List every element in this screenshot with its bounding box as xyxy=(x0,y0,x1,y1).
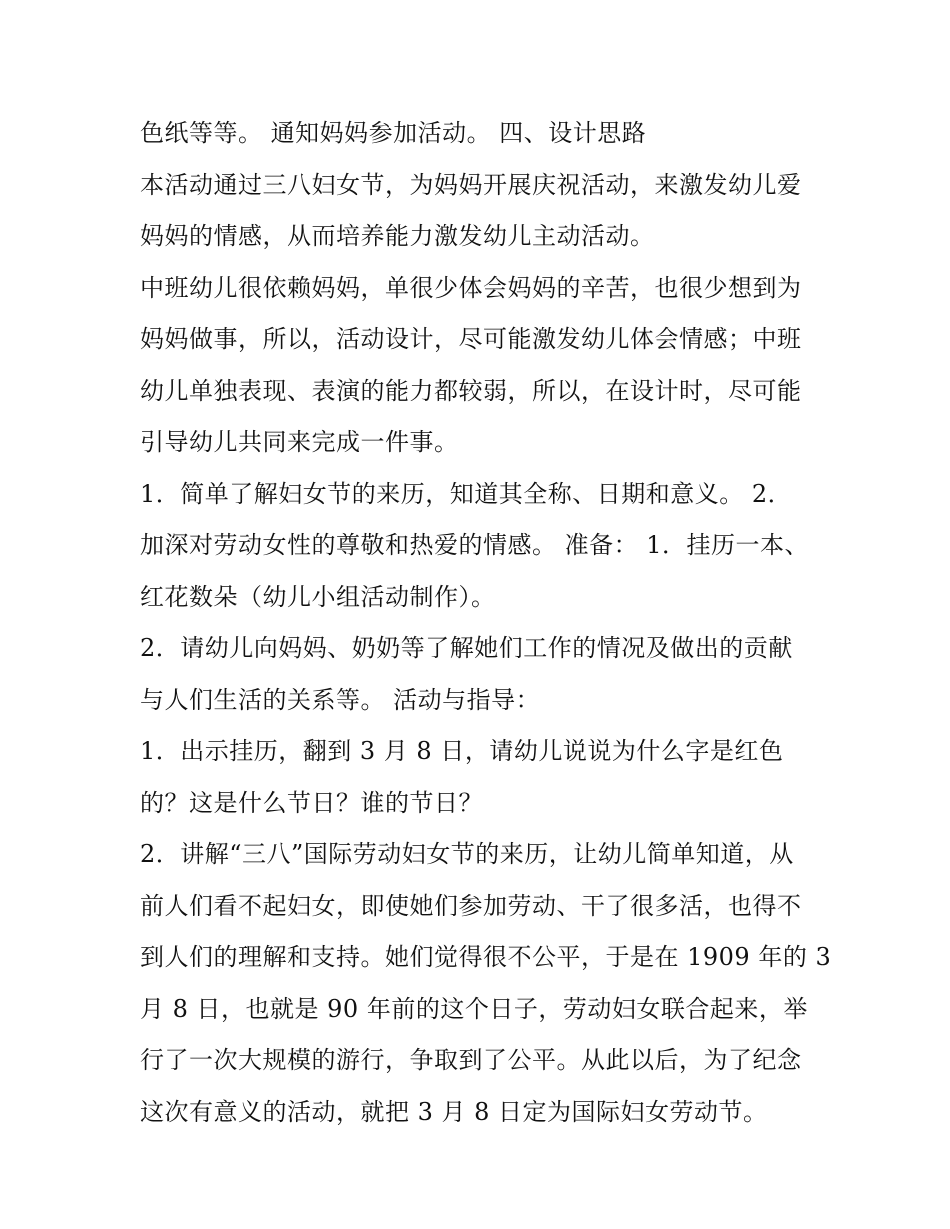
text-line: 1．简单了解妇女节的来历，知道其全称、日期和意义。 2． xyxy=(140,479,793,508)
text-line: 1．出示挂历，翻到 3 月 8 日，请幼儿说说为什么字是红色 xyxy=(140,737,784,765)
text-line: 色纸等等。 通知妈妈参加活动。 四、设计思路 xyxy=(140,119,647,147)
text-line: 本活动通过三八妇女节，为妈妈开展庆祝活动，来激发幼儿爱 xyxy=(140,170,802,199)
text-line: 妈妈做事，所以，活动设计，尽可能激发幼儿体会情感；中班 xyxy=(140,325,802,353)
text-line: 与人们生活的关系等。 活动与指导： xyxy=(140,685,541,714)
text-line: 中班幼儿很依赖妈妈，单很少体会妈妈的辛苦，也很少想到为 xyxy=(140,273,802,302)
text-line: 这次有意义的活动，就把 3 月 8 日定为国际妇女劳动节。 xyxy=(140,1097,768,1126)
text-line: 前人们看不起妇女，即使她们参加劳动、干了很多活，也得不 xyxy=(140,891,802,920)
text-line: 的？这是什么节日？谁的节日？ xyxy=(140,788,483,817)
text-line: 幼儿单独表现、表演的能力都较弱，所以，在设计时，尽可能 xyxy=(140,376,802,405)
document-body xyxy=(140,108,832,1138)
text-line: 行了一次大规模的游行，争取到了公平。从此以后，为了纪念 xyxy=(140,1046,802,1074)
text-line: 妈妈的情感，从而培养能力激发幼儿主动活动。 xyxy=(140,222,655,250)
text-line: 2．请幼儿向妈妈、奶奶等了解她们工作的情况及做出的贡献 xyxy=(140,634,793,662)
text-line: 红花数朵（幼儿小组活动制作）。 xyxy=(140,582,496,611)
text-line: 2．讲解“三八”国际劳动妇女节的来历，让幼儿简单知道，从 xyxy=(140,840,794,868)
text-line: 月 8 日，也就是 90 年前的这个日子，劳动妇女联合起来，举 xyxy=(140,994,808,1023)
text-line: 到人们的理解和支持。她们觉得很不公平，于是在 1909 年的 3 xyxy=(140,943,832,971)
text-line: 引导幼儿共同来完成一件事。 xyxy=(140,428,459,456)
text-line: 加深对劳动女性的尊敬和热爱的情感。 准备： 1．挂历一本、 xyxy=(140,531,810,559)
